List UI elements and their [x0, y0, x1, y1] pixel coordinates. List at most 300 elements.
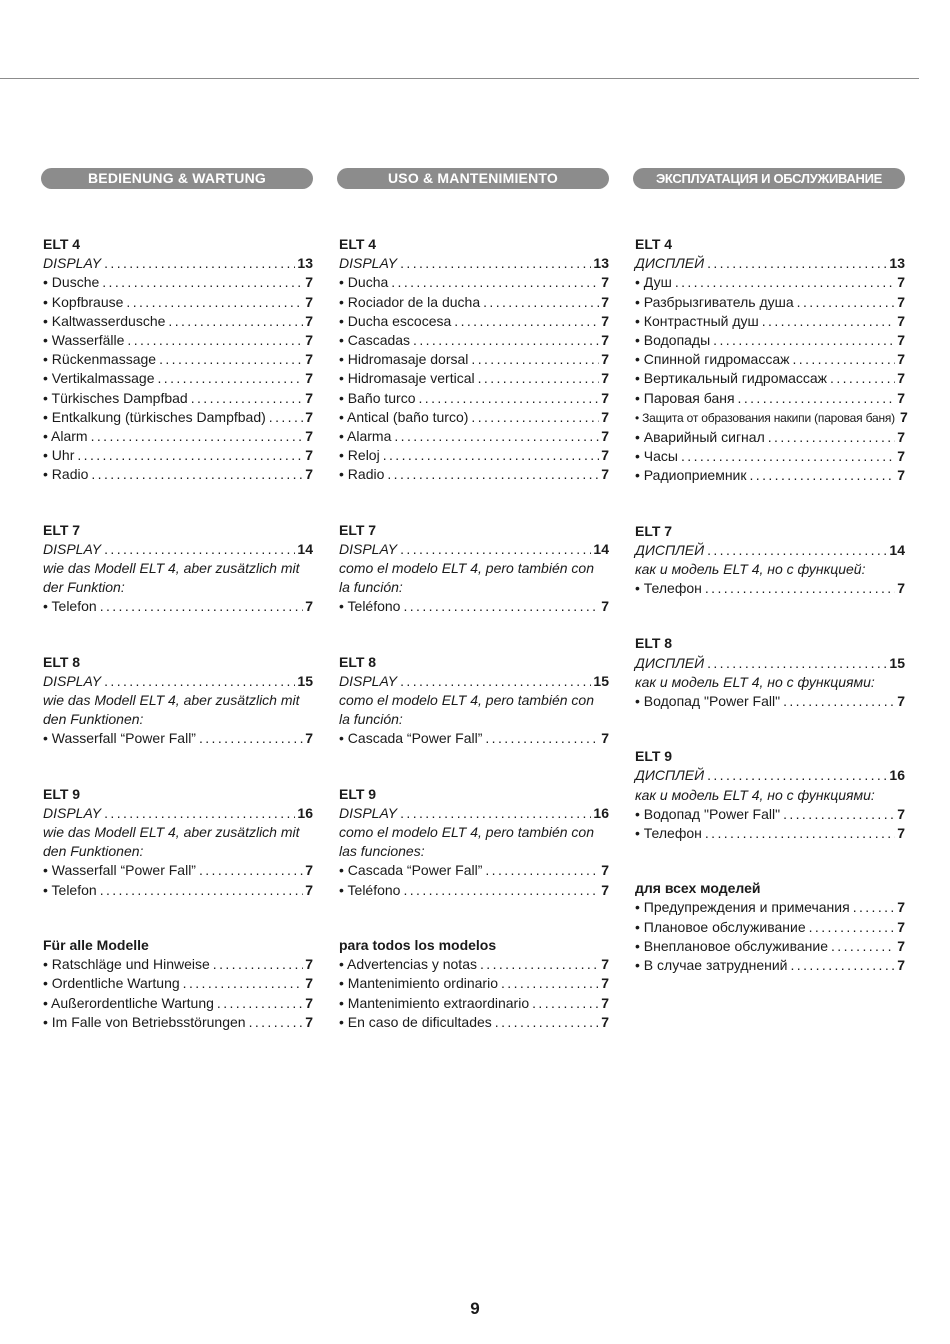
dot-leader	[485, 861, 599, 880]
page-ref: 7	[601, 975, 609, 992]
toc-row-display[interactable]	[339, 254, 609, 273]
group-note: как и модель ELT 4, но с функциями:	[635, 673, 875, 690]
toc-label: • Wasserfall “Power Fall”	[43, 730, 196, 747]
page-ref: 7	[601, 408, 609, 425]
toc-label: • Водопад "Power Fall"	[635, 805, 781, 822]
dot-leader	[183, 974, 304, 993]
toc-label: DISPLAY	[43, 255, 102, 272]
dot-leader	[501, 974, 599, 993]
dot-leader	[383, 446, 600, 465]
page-ref: 7	[601, 956, 609, 973]
toc-row-display[interactable]	[43, 540, 313, 559]
page-ref: 7	[601, 994, 609, 1011]
group-note: как и модель ELT 4, но с функциями:	[635, 786, 875, 803]
toc-label: ДИСПЛЕЙ	[635, 654, 705, 671]
dot-leader	[387, 465, 599, 484]
page-ref: 13	[889, 255, 905, 272]
toc-label: • Ratschläge und Hinweise	[43, 956, 210, 973]
toc-label: • Ducha	[339, 274, 389, 291]
toc-row[interactable]	[635, 389, 905, 408]
toc-row[interactable]	[339, 1013, 609, 1032]
page-ref: 7	[305, 389, 313, 406]
page-ref: 7	[305, 1013, 313, 1030]
group-title: ELT 8	[635, 635, 673, 652]
toc-label: • Спинной гидромассаж	[635, 351, 790, 368]
dot-leader	[797, 293, 896, 312]
page-ref: 7	[897, 312, 905, 329]
dot-leader	[783, 805, 895, 824]
group-elt4	[635, 235, 908, 486]
toc-label: • Wasserfall “Power Fall”	[43, 862, 196, 879]
toc-label: • Cascada “Power Fall”	[339, 730, 483, 747]
dot-leader	[705, 824, 895, 843]
dot-leader	[400, 540, 591, 559]
toc-row-display[interactable]	[635, 254, 905, 273]
page-ref: 7	[305, 293, 313, 310]
toc-label: • Alarma	[339, 428, 392, 445]
group-title: Für alle Modelle	[43, 936, 149, 953]
toc-label: • Часы	[635, 448, 678, 465]
toc-row[interactable]	[43, 273, 313, 292]
page-ref: 7	[601, 332, 609, 349]
dot-leader	[126, 293, 303, 312]
group-title: ELT 8	[339, 653, 377, 670]
toc-label: • Телефон	[635, 580, 702, 597]
toc-label: • Alarm	[43, 428, 88, 445]
group-elt9	[339, 785, 609, 900]
page-ref: 7	[897, 351, 905, 368]
toc-label: • Uhr	[43, 447, 75, 464]
dot-leader	[104, 254, 295, 273]
page-ref: 7	[897, 429, 905, 446]
page-ref: 7	[897, 293, 905, 310]
dot-leader	[738, 389, 896, 408]
toc-row[interactable]	[43, 389, 313, 408]
toc-row-display[interactable]	[43, 672, 313, 691]
dot-leader	[532, 994, 599, 1013]
toc-row-display[interactable]	[635, 766, 905, 785]
page-ref: 7	[897, 332, 905, 349]
toc-row[interactable]	[339, 881, 609, 900]
dot-leader	[213, 955, 303, 974]
toc-row[interactable]	[635, 447, 905, 466]
toc-row[interactable]	[43, 955, 313, 974]
toc-row[interactable]	[339, 350, 609, 369]
page-ref: 7	[897, 467, 905, 484]
dot-leader	[454, 312, 599, 331]
dot-leader	[100, 881, 304, 900]
toc-label: • Telefon	[43, 598, 97, 615]
page-ref: 16	[593, 804, 609, 821]
page-ref: 7	[601, 1013, 609, 1030]
toc-label: DISPLAY	[339, 672, 398, 689]
dot-leader	[809, 918, 896, 937]
dot-leader	[705, 579, 895, 598]
dot-leader	[391, 273, 599, 292]
toc-row[interactable]	[339, 331, 609, 350]
group-elt4	[43, 235, 313, 485]
dot-leader	[707, 254, 887, 273]
page-ref: 7	[305, 466, 313, 483]
toc-row[interactable]	[635, 408, 908, 428]
toc-row[interactable]	[635, 466, 905, 485]
toc-row[interactable]	[339, 465, 609, 484]
toc-label: • Advertencias y notas	[339, 956, 477, 973]
toc-label: • Hidromasaje vertical	[339, 370, 475, 387]
dot-leader	[768, 428, 895, 447]
toc-row[interactable]	[43, 881, 313, 900]
toc-row[interactable]	[635, 824, 905, 843]
toc-label: • Cascadas	[339, 332, 411, 349]
dot-leader	[853, 898, 896, 917]
column-spanish	[339, 168, 609, 1032]
dot-leader	[480, 955, 599, 974]
toc-label: • Паровая баня	[635, 389, 735, 406]
dot-leader	[793, 350, 896, 369]
page-ref: 7	[899, 408, 908, 425]
toc-row[interactable]	[339, 597, 609, 616]
page-ref: 7	[601, 466, 609, 483]
dot-leader	[713, 331, 895, 350]
toc-label: • Водопад "Power Fall"	[635, 693, 781, 710]
dot-leader	[790, 956, 895, 975]
dot-leader	[127, 331, 303, 350]
toc-row[interactable]	[635, 369, 905, 388]
dot-leader	[104, 804, 295, 823]
toc-row-display[interactable]	[635, 541, 905, 560]
toc-row[interactable]	[43, 369, 313, 388]
group-note: como el modelo ELT 4, pero también con	[339, 692, 594, 709]
column-russian	[635, 168, 908, 975]
group-title: для всех моделей	[635, 880, 761, 897]
dot-leader	[159, 350, 303, 369]
toc-label: ДИСПЛЕЙ	[635, 255, 705, 272]
dot-leader	[707, 541, 887, 560]
toc-row[interactable]	[635, 805, 905, 824]
toc-row[interactable]	[43, 1013, 313, 1032]
toc-label: • Dusche	[43, 274, 100, 291]
dot-leader	[403, 597, 599, 616]
toc-label: • Mantenimiento ordinario	[339, 975, 498, 992]
group-note: den Funktionen:	[43, 711, 144, 728]
section-header-german: BEDIENUNG & WARTUNG	[41, 168, 313, 189]
group-elt7	[43, 521, 313, 617]
toc-label: • Mantenimiento extraordinario	[339, 994, 530, 1011]
column-german	[43, 168, 313, 1032]
group-note: как и модель ELT 4, но с функцией:	[635, 561, 866, 578]
page-ref: 7	[305, 428, 313, 445]
toc-row[interactable]	[339, 861, 609, 880]
toc-label: • Antical (baño turco)	[339, 408, 469, 425]
group-all-models	[635, 879, 905, 975]
toc-label: • Hidromasaje dorsal	[339, 351, 469, 368]
page-ref: 7	[897, 899, 905, 916]
toc-label: • Kaltwasserdusche	[43, 312, 166, 329]
toc-row[interactable]	[43, 293, 313, 312]
toc-row[interactable]	[635, 331, 905, 350]
toc-row[interactable]	[339, 955, 609, 974]
toc-row[interactable]	[43, 446, 313, 465]
dot-leader	[199, 729, 303, 748]
toc-label: DISPLAY	[43, 804, 102, 821]
toc-row[interactable]	[635, 273, 905, 292]
toc-row-display[interactable]	[339, 672, 609, 691]
group-all-models	[339, 936, 609, 1032]
dot-leader	[419, 389, 600, 408]
group-title: ELT 7	[43, 521, 81, 538]
toc-row-display[interactable]	[339, 540, 609, 559]
group-note: como el modelo ELT 4, pero también con	[339, 824, 594, 841]
page-ref: 13	[593, 255, 609, 272]
toc-row[interactable]	[339, 312, 609, 331]
page-ref: 15	[297, 672, 313, 689]
page-ref: 13	[297, 255, 313, 272]
toc-row[interactable]	[339, 369, 609, 388]
toc-label: • Teléfono	[339, 598, 401, 615]
toc-label: • Teléfono	[339, 881, 401, 898]
dot-leader	[675, 273, 895, 292]
toc-label: DISPLAY	[339, 255, 398, 272]
toc-row[interactable]	[43, 427, 313, 446]
toc-row[interactable]	[43, 331, 313, 350]
dot-leader	[102, 273, 303, 292]
toc-row[interactable]	[339, 446, 609, 465]
toc-label: • Внеплановое обслуживание	[635, 937, 829, 954]
toc-label: DISPLAY	[43, 540, 102, 557]
toc-label: • Ordentliche Wartung	[43, 975, 180, 992]
dot-leader	[158, 369, 304, 388]
page-ref: 7	[601, 598, 609, 615]
toc-label: • Türkisches Dampfbad	[43, 389, 188, 406]
dot-leader	[91, 465, 303, 484]
group-title: ELT 7	[339, 521, 377, 538]
page-ref: 7	[305, 312, 313, 329]
group-note: der Funktion:	[43, 579, 125, 596]
page-ref: 7	[601, 447, 609, 464]
toc-row[interactable]	[635, 918, 905, 937]
group-all-models	[43, 936, 313, 1032]
toc-row[interactable]	[339, 293, 609, 312]
page-ref: 7	[305, 408, 313, 425]
page-ref: 7	[305, 881, 313, 898]
toc-label: • Im Falle von Betriebsstörungen	[43, 1013, 246, 1030]
toc-label: DISPLAY	[43, 672, 102, 689]
toc-row[interactable]	[43, 974, 313, 993]
toc-row-display[interactable]	[339, 804, 609, 823]
section-header-spanish: USO & MANTENIMIENTO	[337, 168, 609, 189]
dot-leader	[269, 408, 303, 427]
page-ref: 7	[305, 274, 313, 291]
dot-leader	[830, 369, 895, 388]
toc-row[interactable]	[43, 465, 313, 484]
dot-leader	[400, 672, 591, 691]
page-ref: 7	[305, 730, 313, 747]
toc-label: • В случае затруднений	[635, 957, 788, 974]
toc-row[interactable]	[43, 729, 313, 748]
toc-label: • En caso de dificultades	[339, 1013, 492, 1030]
dot-leader	[495, 1013, 599, 1032]
page-ref: 7	[601, 862, 609, 879]
page-ref: 7	[601, 370, 609, 387]
page-ref: 14	[297, 540, 313, 557]
group-note: la función:	[339, 579, 403, 596]
group-title: ELT 4	[635, 236, 673, 252]
page-ref: 7	[305, 447, 313, 464]
page-number: 9	[470, 1299, 480, 1318]
toc-row-display[interactable]	[43, 254, 313, 273]
toc-label: • Душ	[635, 274, 672, 291]
page-ref: 7	[305, 956, 313, 973]
toc-label: ДИСПЛЕЙ	[635, 541, 705, 558]
dot-leader	[478, 369, 600, 388]
toc-label: • Rückenmassage	[43, 351, 157, 368]
page-ref: 7	[305, 598, 313, 615]
page-ref: 7	[601, 881, 609, 898]
toc-label: • Предупреждения и примечания	[635, 899, 850, 916]
page-ref: 15	[889, 654, 905, 671]
toc-label: • Контрастный душ	[635, 312, 759, 329]
page-ref: 7	[601, 351, 609, 368]
toc-row[interactable]	[43, 861, 313, 880]
dot-leader	[471, 408, 599, 427]
toc-row-display[interactable]	[635, 654, 905, 673]
dot-leader	[413, 331, 599, 350]
dot-leader	[168, 312, 303, 331]
toc-label: • Entkalkung (türkisches Dampfbad)	[43, 408, 266, 425]
toc-label: DISPLAY	[339, 540, 398, 557]
group-title: ELT 9	[339, 785, 377, 802]
dot-leader	[400, 254, 591, 273]
toc-label: • Водопады	[635, 332, 711, 349]
dot-leader	[394, 427, 599, 446]
page-ref: 7	[897, 389, 905, 406]
group-title: ELT 8	[43, 653, 81, 670]
page-ref: 7	[305, 351, 313, 368]
page-ref: 16	[889, 767, 905, 784]
page-ref: 14	[889, 541, 905, 558]
group-elt9	[43, 785, 313, 900]
page-ref: 7	[305, 332, 313, 349]
group-elt7	[635, 522, 905, 599]
page-ref: 7	[601, 274, 609, 291]
group-title: ELT 7	[635, 522, 673, 539]
page-ref: 7	[305, 994, 313, 1011]
dot-leader	[485, 729, 599, 748]
page-ref: 7	[305, 862, 313, 879]
toc-row[interactable]	[339, 729, 609, 748]
group-title: ELT 9	[43, 785, 81, 802]
group-elt8	[339, 653, 609, 749]
page-ref: 7	[897, 693, 905, 710]
toc-row-display[interactable]	[43, 804, 313, 823]
toc-row[interactable]	[339, 389, 609, 408]
toc-label: • Reloj	[339, 447, 380, 464]
page-ref: 7	[897, 918, 905, 935]
toc-label: • Außerordentliche Wartung	[43, 994, 214, 1011]
page-ref: 7	[305, 370, 313, 387]
toc-row[interactable]	[43, 994, 313, 1013]
group-title: ELT 9	[635, 748, 673, 765]
group-note: wie das Modell ELT 4, aber zusätzlich mit	[43, 692, 300, 709]
toc-label: • Cascada “Power Fall”	[339, 862, 483, 879]
dot-leader	[783, 692, 895, 711]
group-note: como el modelo ELT 4, pero también con	[339, 560, 594, 577]
group-note: las funciones:	[339, 843, 425, 860]
toc-label: ДИСПЛЕЙ	[635, 767, 705, 784]
dot-leader	[681, 447, 895, 466]
group-title: para todos los modelos	[339, 936, 497, 953]
toc-label: • Ducha escocesa	[339, 312, 452, 329]
toc-row[interactable]	[339, 273, 609, 292]
toc-row[interactable]	[43, 597, 313, 616]
dot-leader	[199, 861, 303, 880]
toc-row[interactable]	[635, 898, 905, 917]
toc-row[interactable]	[43, 350, 313, 369]
page-ref: 7	[601, 312, 609, 329]
toc-row[interactable]	[339, 974, 609, 993]
dot-leader	[191, 389, 304, 408]
page-ref: 7	[601, 389, 609, 406]
toc-row[interactable]	[339, 408, 609, 427]
dot-leader	[91, 427, 304, 446]
group-elt8	[635, 634, 905, 711]
dot-leader	[104, 672, 295, 691]
toc-row[interactable]	[635, 956, 905, 975]
toc-row[interactable]	[635, 350, 905, 369]
dot-leader	[400, 804, 591, 823]
dot-leader	[249, 1013, 304, 1032]
page-ref: 7	[897, 957, 905, 974]
dot-leader	[762, 312, 895, 331]
dot-leader	[483, 293, 599, 312]
dot-leader	[77, 446, 303, 465]
toc-row[interactable]	[635, 293, 905, 312]
toc-label: • Телефон	[635, 825, 702, 842]
page-ref: 7	[897, 825, 905, 842]
page-ref: 14	[593, 540, 609, 557]
toc-row[interactable]	[339, 427, 609, 446]
toc-row[interactable]	[635, 579, 905, 598]
page-ref: 7	[897, 580, 905, 597]
dot-leader	[104, 540, 295, 559]
group-note: wie das Modell ELT 4, aber zusätzlich mit	[43, 560, 300, 577]
toc-row[interactable]	[635, 312, 905, 331]
toc-label: • Плановое обслуживание	[635, 918, 806, 935]
toc-label: • Rociador de la ducha	[339, 293, 481, 310]
page-ref: 7	[897, 937, 905, 954]
page-ref: 16	[297, 804, 313, 821]
section-header-russian: ЭКСПЛУАТАЦИЯ И ОБСЛУЖИВАНИЕ	[633, 168, 905, 189]
toc-row[interactable]	[43, 312, 313, 331]
toc-label: • Telefon	[43, 881, 97, 898]
page-ref: 7	[897, 448, 905, 465]
toc-label: DISPLAY	[339, 804, 398, 821]
page-ref: 7	[601, 293, 609, 310]
toc-row[interactable]	[635, 937, 905, 956]
toc-label: • Radio	[339, 466, 385, 483]
group-note: wie das Modell ELT 4, aber zusätzlich mit	[43, 824, 300, 841]
toc-label: • Защита от образования накипи (паровая баня)	[635, 410, 895, 425]
dot-leader	[471, 350, 599, 369]
toc-label: • Радиоприемник	[635, 467, 747, 484]
group-elt8	[43, 653, 313, 749]
toc-row[interactable]	[339, 994, 609, 1013]
dot-leader	[100, 597, 304, 616]
group-note: la función:	[339, 711, 403, 728]
toc-row[interactable]	[43, 408, 313, 427]
toc-row[interactable]	[635, 692, 905, 711]
toc-row[interactable]	[635, 428, 905, 447]
